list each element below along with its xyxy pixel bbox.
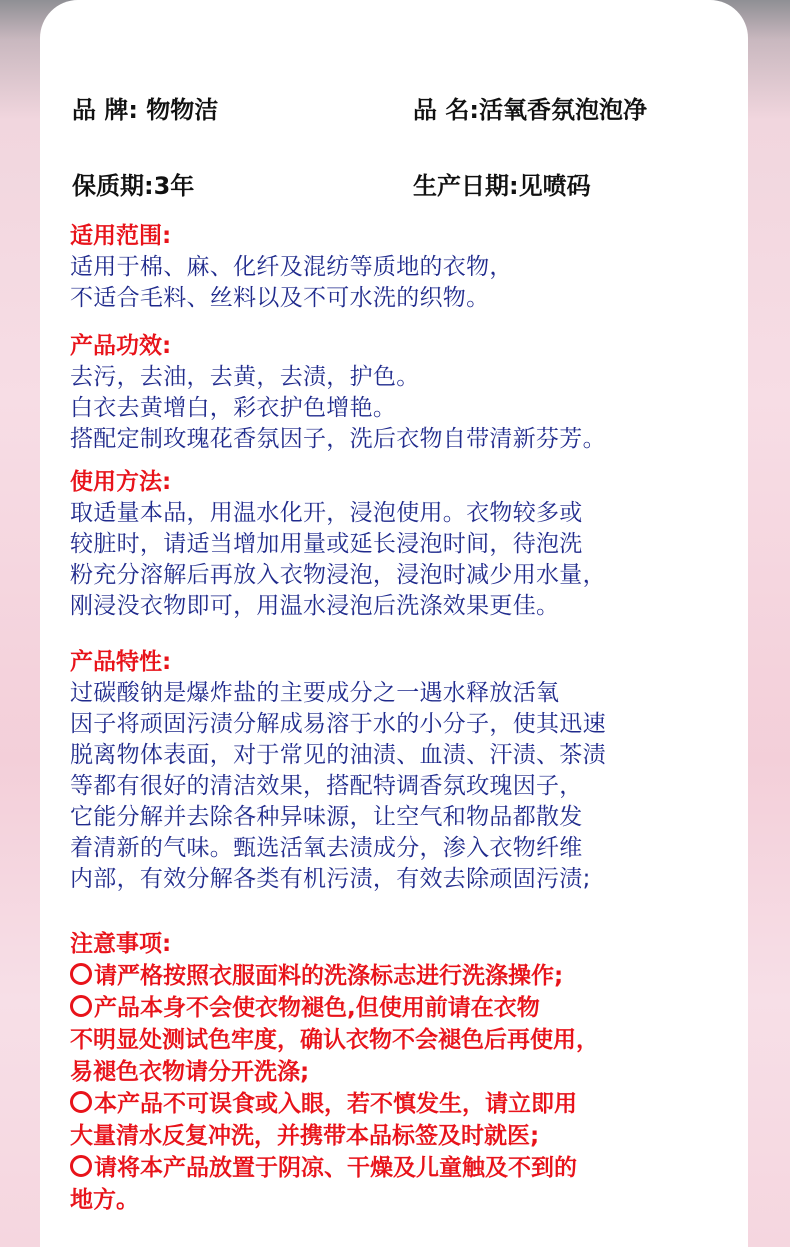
product-name-row (413, 90, 647, 125)
body-line: 脱离物体表面，对于常见的油渍、血渍、汗渍、茶渍 (70, 742, 606, 768)
section-usage (70, 466, 750, 622)
body-line: 去污，去油，去黄，去渍，护色。 (70, 364, 420, 390)
section-features (70, 646, 750, 895)
shelf-life-value: 3年 (153, 172, 195, 200)
note-line: 请严格按照衣服面料的洗涤标志进行洗涤操作; (70, 960, 750, 992)
body-line: 因子将顽固污渍分解成易溶于水的小分子，使其迅速 (70, 711, 606, 737)
body-line: 白衣去黄增白，彩衣护色增艳。 (70, 395, 397, 421)
note-line: 产品本身不会使衣物褪色,但使用前请在衣物 (70, 992, 750, 1024)
body-line: 搭配定制玫瑰花香氛因子，洗后衣物自带清新芬芳。 (70, 426, 606, 452)
body-line: 粉充分溶解后再放入衣物浸泡，浸泡时减少用水量， (70, 562, 606, 588)
section-effect (70, 330, 750, 455)
body-line: 它能分解并去除各种异味源，让空气和物品都散发 (70, 804, 583, 830)
section-heading: 使用方法: (70, 469, 172, 495)
body-line: 刚浸没衣物即可，用温水浸泡后洗涤效果更佳。 (70, 593, 560, 619)
note-line: 请将本产品放置于阴凉、干燥及儿童触及不到的 (70, 1152, 750, 1184)
note-line: 本产品不可误食或入眼，若不慎发生，请立即用 (70, 1088, 750, 1120)
production-date-value: 见喷码 (518, 172, 591, 200)
section-heading: 产品特性: (70, 649, 172, 675)
body-line: 着清新的气味。甄选活氧去渍成分，渗入衣物纤维 (70, 835, 583, 861)
circle-bullet-icon (70, 963, 92, 985)
body-line: 取适量本品，用温水化开，浸泡使用。衣物较多或 (70, 500, 583, 526)
shelf-life-label: 保质期: (72, 172, 154, 200)
section-heading: 注意事项: (70, 931, 172, 957)
product-name-label: 品 名: (413, 96, 479, 124)
section-heading: 适用范围: (70, 223, 172, 249)
note-line: 易褪色衣物请分开洗涤; (70, 1059, 310, 1085)
brand-value: 物物洁 (137, 96, 219, 124)
circle-bullet-icon (70, 995, 92, 1017)
product-name-value: 活氧香氛泡泡净 (478, 96, 647, 124)
body-line: 不适合毛料、丝料以及不可水洗的织物。 (70, 285, 490, 311)
production-date-label: 生产日期: (413, 172, 519, 200)
shelf-life-row (72, 166, 194, 201)
body-line: 内部，有效分解各类有机污渍，有效去除顽固污渍; (70, 866, 591, 892)
body-line: 过碳酸钠是爆炸盐的主要成分之一遇水释放活氧 (70, 680, 560, 706)
section-notes (70, 928, 750, 1216)
brand-label: 品 牌: (72, 96, 138, 124)
body-line: 较脏时，请适当增加用量或延长浸泡时间，待泡洗 (70, 531, 583, 557)
note-line: 不明显处测试色牢度，确认衣物不会褪色后再使用， (70, 1027, 599, 1053)
section-heading: 产品功效: (70, 333, 172, 359)
production-date-row (413, 166, 591, 201)
section-scope (70, 220, 750, 314)
circle-bullet-icon (70, 1155, 92, 1177)
circle-bullet-icon (70, 1091, 92, 1113)
brand-row (72, 90, 218, 125)
note-line: 大量清水反复冲洗，并携带本品标签及时就医; (70, 1123, 540, 1149)
body-line: 适用于棉、麻、化纤及混纺等质地的衣物， (70, 254, 513, 280)
body-line: 等都有很好的清洁效果，搭配特调香氛玫瑰因子， (70, 773, 583, 799)
note-line: 地方。 (70, 1187, 139, 1213)
